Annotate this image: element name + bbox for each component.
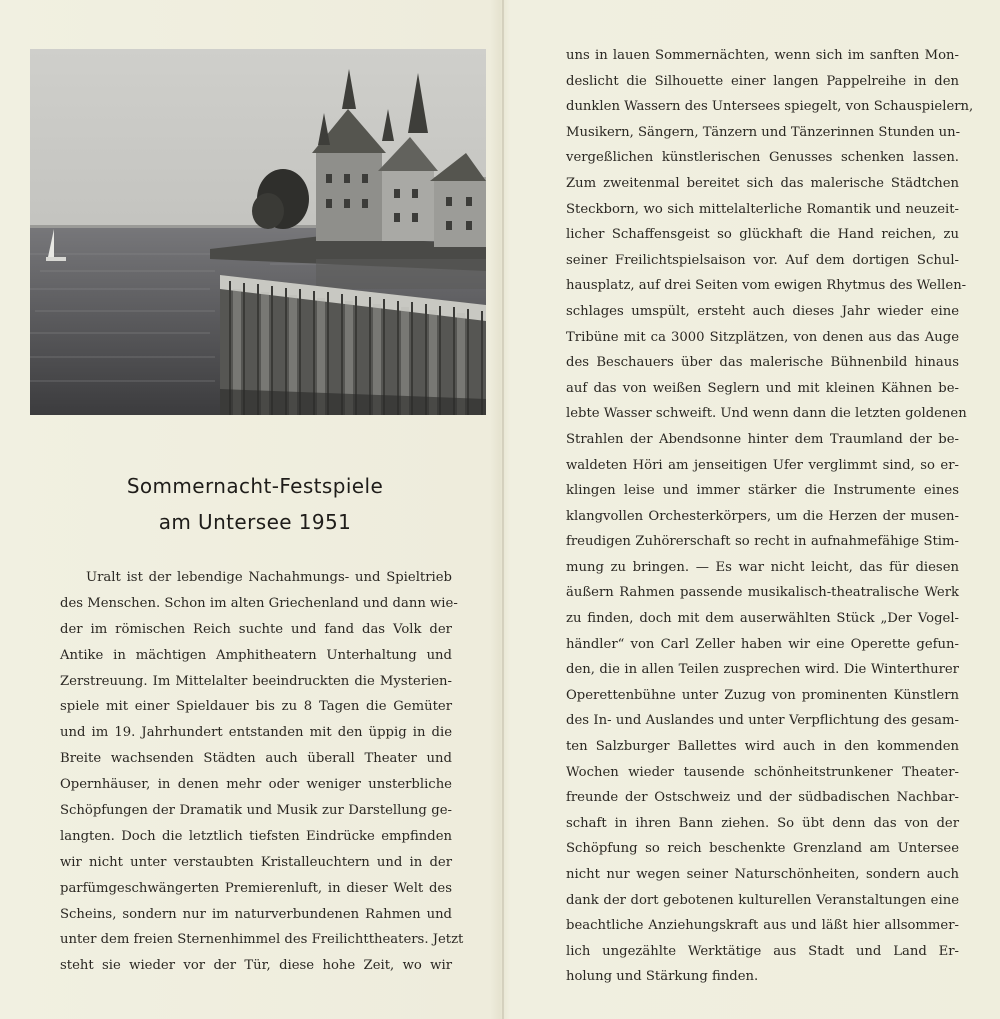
- text-line: Schöpfungen der Dramatik und Musik zur Darstellung ge-: [60, 803, 452, 819]
- text-line: Operettenbühne unter Zuzug von prominenten Künstlern: [566, 687, 959, 703]
- text-line: Strahlen der Abendsonne hinter dem Traumland der be-: [566, 431, 959, 447]
- text-line: steht sie wieder vor der Tür, diese hohe Zeit, wo wir: [60, 958, 452, 974]
- castle-lake-photo: [30, 49, 486, 415]
- text-line: lich ungezählte Werktätige aus Stadt und Land Er-: [566, 943, 959, 959]
- text-line: vergeßlichen künstlerischen Genusses schenken lassen.: [566, 150, 959, 166]
- text-line: freudigen Zuhörerschaft so recht in aufnahmefähige Stim-: [566, 534, 959, 550]
- text-line: seiner Freilichtspielsaison vor. Auf dem dortigen Schul-: [566, 252, 959, 268]
- text-line: Uralt ist der lebendige Nachahmungs- und Spieltrieb: [86, 570, 452, 585]
- festival-subtitle: am Untersee 1951: [158, 510, 352, 534]
- text-line: dunklen Wassern des Untersees spiegelt, von Schauspielern,: [566, 99, 974, 115]
- text-line: uns in lauen Sommernächten, wenn sich im sanften Mon-: [566, 48, 959, 63]
- text-line: Steckborn, wo sich mittelalterliche Romantik und neuzeit-: [566, 201, 959, 217]
- text-line: dank der dort gebotenen kulturellen Veranstaltungen eine: [566, 892, 959, 908]
- text-line: den, die in allen Teilen zusprechen wird. Die Winterthurer: [566, 662, 959, 678]
- text-line: hausplatz, auf drei Seiten vom ewigen Rhytmus des Wellen-: [566, 278, 967, 294]
- text-line: des In- und Auslandes und unter Verpflichtung des gesam-: [566, 713, 959, 729]
- text-line: Tribüne mit ca 3000 Sitzplätzen, von denen aus das Auge: [566, 329, 959, 345]
- text-line: klangvollen Orchesterkörpers, um die Herzen der musen-: [566, 508, 959, 524]
- text-line: freunde der Ostschweiz und der südbadischen Nachbar-: [566, 790, 959, 806]
- text-line: licher Schaffensgeist so glückhaft die Hand reichen, zu: [566, 227, 959, 243]
- text-line: Antike in mächtigen Amphitheatern Unterhaltung und: [60, 647, 452, 663]
- text-line: auf das von weißen Seglern und mit kleinen Kähnen be-: [566, 380, 959, 396]
- text-line: parfümgeschwängerten Premierenluft, in dieser Welt des: [60, 880, 452, 896]
- text-line: Musikern, Sängern, Tänzern und Tänzerinnen Stunden un-: [566, 124, 961, 140]
- text-line: schaft in ihren Bann ziehen. So übt denn das von der: [566, 815, 959, 831]
- right-text-column: [566, 43, 974, 990]
- text-line: nicht nur wegen seiner Naturschönheiten, sondern auch: [566, 867, 959, 882]
- text-line: unter dem freien Sternenhimmel des Freilichttheaters. Jetzt: [60, 932, 464, 948]
- text-line: lebte Wasser schweift. Und wenn dann die letzten goldenen: [566, 406, 967, 422]
- festival-title: Sommernacht-Festspiele: [126, 474, 384, 498]
- text-line: Schöpfung so reich beschenkte Grenzland am Untersee: [566, 841, 959, 857]
- text-line: mung zu bringen. — Es war nicht leicht, das für diesen: [566, 559, 959, 575]
- text-line: zu finden, doch mit dem auserwählten Stück „Der Vogel-: [566, 611, 959, 627]
- text-line: waldeten Höri am jenseitigen Ufer verglimmt sind, so er-: [566, 457, 959, 473]
- text-line: schlages umspült, ersteht auch dieses Jahr wieder eine: [566, 303, 959, 319]
- text-line: Breite wachsenden Städten auch überall Theater und: [60, 751, 452, 767]
- text-line: und im 19. Jahrhundert entstanden mit den üppig in die: [60, 725, 452, 741]
- text-line: Scheins, sondern nur im naturverbundenen Rahmen und: [60, 906, 452, 922]
- text-line: Opernhäuser, in denen mehr oder weniger unsterbliche: [60, 777, 452, 793]
- text-line: spiele mit einer Spieldauer bis zu 8 Tagen die Gemüter: [60, 699, 452, 715]
- text-line: äußern Rahmen passende musikalisch-theatralische Werk: [566, 585, 959, 601]
- text-line: des Beschauers über das malerische Bühnenbild hinaus: [566, 355, 959, 371]
- text-line: händler“ von Carl Zeller haben wir eine Operette gefun-: [566, 636, 959, 652]
- text-line: klingen leise und immer stärker die Instrumente eines: [566, 483, 959, 499]
- text-line: deslicht die Silhouette einer langen Pappelreihe in den: [566, 73, 959, 89]
- text-line: holung und Stärkung finden.: [566, 969, 759, 985]
- text-line: Wochen wieder tausende schönheitstrunkener Theater-: [566, 764, 959, 780]
- text-line: Zum zweitenmal bereitet sich das malerische Städtchen: [566, 175, 959, 191]
- text-line: des Menschen. Schon im alten Griechenland und dann wie-: [60, 595, 458, 611]
- text-line: beachtliche Anziehungskraft aus und läßt hier allsommer-: [566, 918, 959, 934]
- text-line: ten Salzburger Ballettes wird auch in den kommenden: [566, 739, 959, 755]
- text-line: langten. Doch die letztlich tiefsten Eindrücke empfinden: [60, 828, 452, 844]
- page-fold: [502, 0, 504, 1019]
- text-line: wir nicht unter verstaubten Kristalleuchtern und in der: [60, 854, 452, 870]
- text-line: der im römischen Reich suchte und fand das Volk der: [60, 621, 452, 637]
- text-line: Zerstreuung. Im Mittelalter beeindruckten die Mysterien-: [60, 673, 452, 689]
- left-text-column: [60, 565, 464, 979]
